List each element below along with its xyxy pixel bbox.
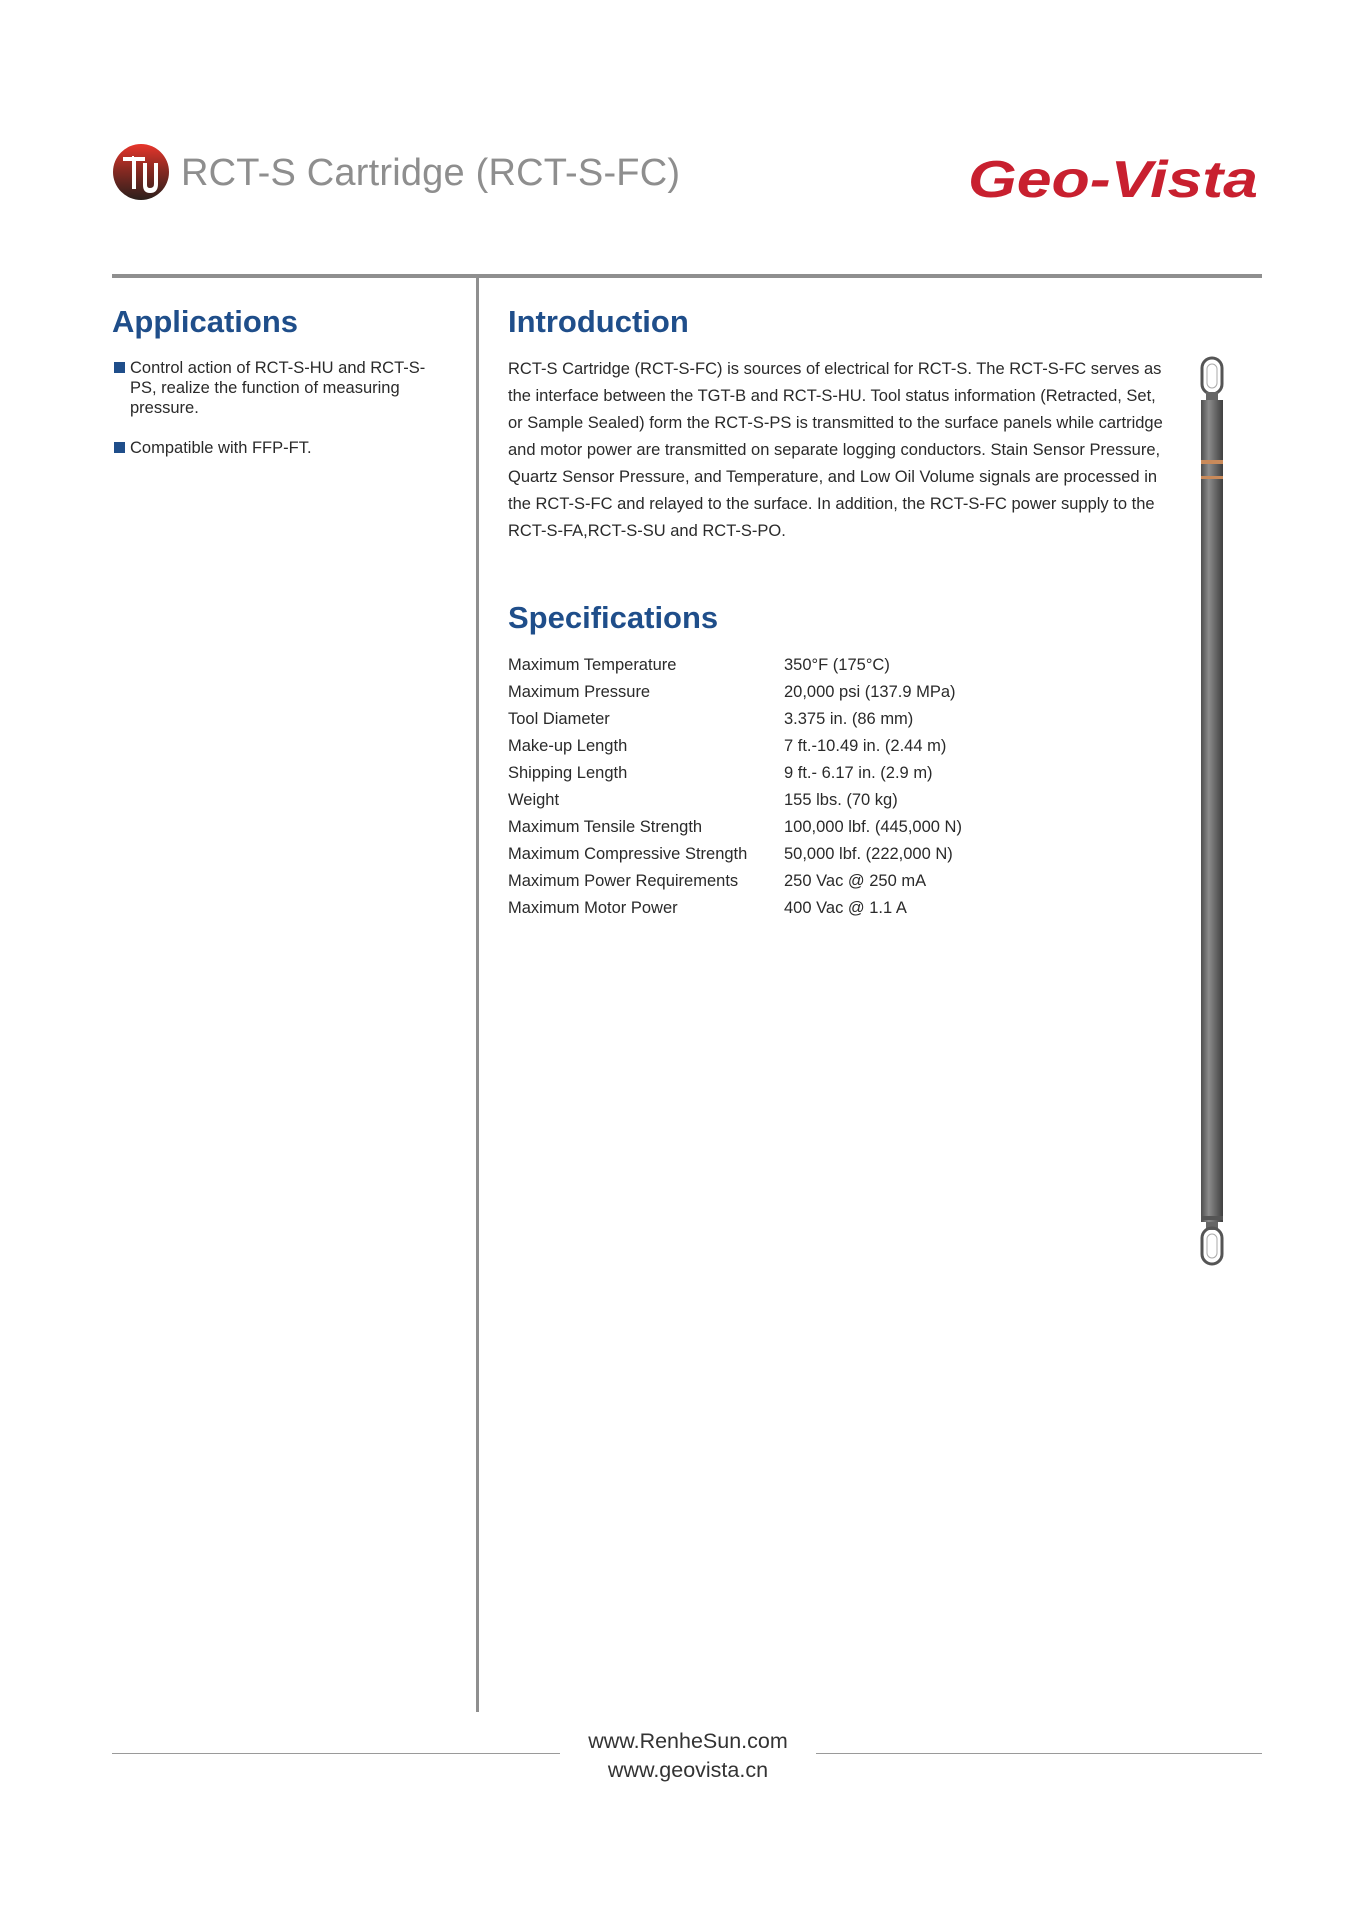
footer-divider-left bbox=[112, 1753, 560, 1754]
list-item bbox=[114, 358, 434, 418]
spec-value: 350°F (175°C) bbox=[784, 656, 890, 674]
spec-value: 20,000 psi (137.9 MPa) bbox=[784, 683, 956, 701]
spec-value: 9 ft.- 6.17 in. (2.9 m) bbox=[784, 764, 933, 782]
spec-name: Maximum Motor Power bbox=[508, 899, 678, 917]
spec-name: Tool Diameter bbox=[508, 710, 610, 728]
footer-urls bbox=[560, 1727, 816, 1785]
spec-name: Maximum Tensile Strength bbox=[508, 818, 703, 836]
table-row bbox=[508, 733, 962, 760]
specifications-table bbox=[508, 652, 962, 922]
spec-name: Make-up Length bbox=[508, 737, 628, 755]
list-item bbox=[114, 438, 434, 458]
spec-value: 155 lbs. (70 kg) bbox=[784, 791, 898, 809]
square-bullet-icon bbox=[114, 442, 125, 453]
document-title: RCT-S Cartridge (RCT-S-FC) bbox=[181, 152, 681, 194]
application-text: Compatible with FFP-FT. bbox=[130, 439, 312, 457]
spec-value: 400 Vac @ 1.1 A bbox=[784, 899, 907, 917]
header-divider bbox=[112, 274, 1262, 278]
table-row bbox=[508, 868, 962, 895]
table-row bbox=[508, 814, 962, 841]
table-row bbox=[508, 895, 962, 922]
table-row bbox=[508, 760, 962, 787]
table-row bbox=[508, 706, 962, 733]
specifications-heading: Specifications bbox=[508, 600, 719, 635]
introduction-heading: Introduction bbox=[508, 304, 689, 339]
spec-value: 7 ft.-10.49 in. (2.44 m) bbox=[784, 737, 947, 755]
spec-name: Maximum Compressive Strength bbox=[508, 845, 748, 863]
spec-name: Maximum Power Requirements bbox=[508, 872, 739, 890]
footer-url-renhesun[interactable]: www.RenheSun.com bbox=[588, 1729, 788, 1753]
geo-vista-brand bbox=[962, 151, 1262, 207]
application-text: Control action of RCT-S-HU and RCT-S-PS, realize the function of measuring pressure. bbox=[130, 359, 426, 417]
square-bullet-icon bbox=[114, 362, 125, 373]
spec-name: Shipping Length bbox=[508, 764, 628, 782]
spec-name: Weight bbox=[508, 791, 560, 809]
brand-wordmark: Geo-Vista bbox=[968, 151, 1258, 207]
applications-heading: Applications bbox=[112, 304, 299, 339]
spec-value: 250 Vac @ 250 mA bbox=[784, 872, 927, 890]
spec-value: 100,000 lbf. (445,000 N) bbox=[784, 818, 962, 836]
table-row bbox=[508, 652, 962, 679]
table-row bbox=[508, 679, 962, 706]
introduction-text: RCT-S Cartridge (RCT-S-FC) is sources of electrical for RCT-S. The RCT-S-FC serves as the interface between the TGT-B and RCT-S-HU. Tool status information (Retracted, Set, or Sample Sealed) form the RCT-S-PS is transmitted to the surface panels while cartridge and motor power are transmitted on separate logging conductors. Stain Sensor Pressure, Quartz Sensor Pressure, and Temperature, and Low Oil Volume signals are processed in the RCT-S-FC and relayed to the surface. In addition, the RCT-S-FC power supply to the RCT-S-FA,RCT-S-SU and RCT-S-PO. bbox=[508, 360, 1163, 540]
footer-url-geovista[interactable]: www.geovista.cn bbox=[607, 1758, 769, 1782]
logging-tool-image bbox=[1198, 356, 1226, 1266]
spec-name: Maximum Temperature bbox=[508, 656, 677, 674]
table-row bbox=[508, 841, 962, 868]
applications-list bbox=[114, 358, 434, 478]
renhesun-logo-icon bbox=[112, 143, 170, 201]
table-row bbox=[508, 787, 962, 814]
footer-divider-right bbox=[816, 1753, 1262, 1754]
spec-value: 3.375 in. (86 mm) bbox=[784, 710, 914, 728]
column-divider bbox=[476, 277, 479, 1712]
spec-name: Maximum Pressure bbox=[508, 683, 651, 701]
spec-value: 50,000 lbf. (222,000 N) bbox=[784, 845, 953, 863]
